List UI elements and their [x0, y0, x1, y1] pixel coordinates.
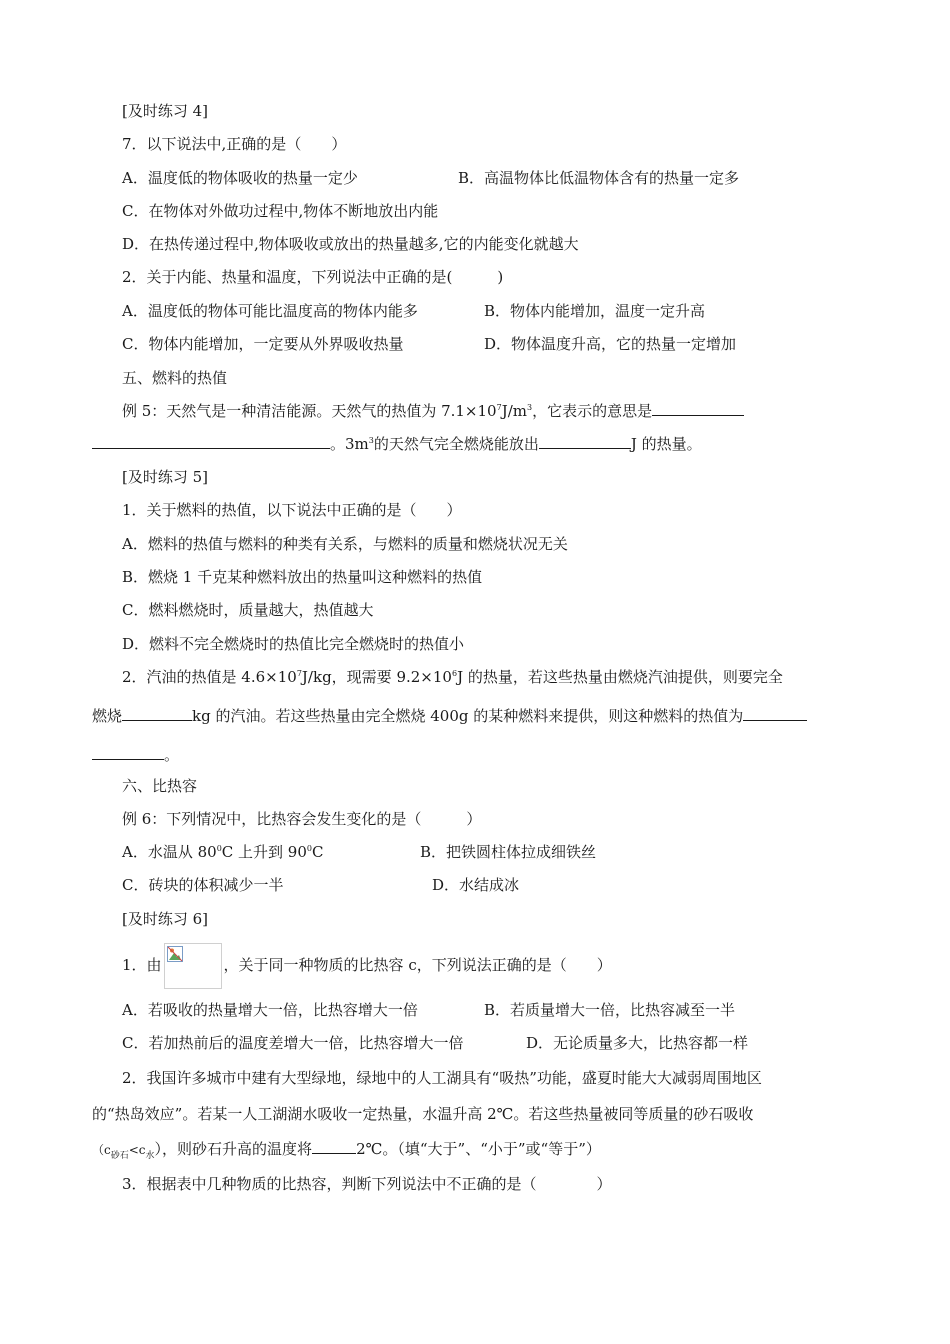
practice-5-question-1-option-d: D．燃料不完全燃烧时的热值比完全燃烧时的热值小: [122, 635, 465, 653]
p6-q1-text-1: 1．由: [122, 956, 162, 974]
example-5-line-1: [122, 401, 744, 421]
practice-6-question-2-line-3: [92, 1139, 601, 1160]
q2-exponent-1: 7: [296, 669, 302, 678]
example-5-text-5: 的天然气完全燃烧能放出: [373, 435, 539, 453]
practice-5-question-2-line-2: [92, 706, 807, 726]
example-6-option-a: [122, 842, 323, 862]
question-2-option-a: A．温度低的物体可能比温度高的物体内能多: [122, 302, 418, 320]
practice-6-question-1-option-d: D．无论质量多大，比热容都一样: [526, 1034, 749, 1052]
q2-text-2: J/kg，现需要 9.2×10: [301, 668, 452, 686]
example-5-exponent-2: 3: [526, 403, 533, 412]
question-2-stem: 2．关于内能、热量和温度，下列说法中正确的是( ): [122, 268, 504, 286]
p6-q2-text-4: 2℃。（填“大于”、“小于”或“等于”）: [356, 1140, 601, 1158]
example-5-text-2: J/m: [501, 402, 527, 420]
practice-5-question-1-option-b: B．燃烧 1 千克某种燃料放出的热量叫这种燃料的热值: [122, 568, 483, 586]
practice-5-header: [及时练习 5]: [122, 468, 209, 486]
p6-q2-blank[interactable]: [312, 1139, 356, 1154]
example-6-a-sup-2: 0: [306, 844, 312, 853]
practice-6-question-1-option-b: B．若质量增大一倍，比热容减至一半: [484, 1001, 736, 1019]
example-6-option-c: C．砖块的体积减少一半: [122, 876, 284, 894]
question-2-option-b: B．物体内能增加，温度一定升高: [484, 302, 706, 320]
example-5-exponent-1: 7: [496, 403, 502, 412]
example-5-text-6: J 的热量。: [630, 435, 702, 453]
example-6-a-text-3: C: [312, 843, 324, 861]
q2-blank-mass[interactable]: [122, 706, 192, 721]
q2-blank-heat-value-2[interactable]: [92, 745, 164, 760]
p6-q1-text-2: ，关于同一种物质的比热容 c，下列说法正确的是（ ）: [223, 956, 612, 974]
practice-6-question-3-stem: 3．根据表中几种物质的比热容，判断下列说法中不正确的是（ ）: [122, 1175, 612, 1193]
p6-q2-sub-1: 砂石: [110, 1151, 129, 1161]
question-7-option-a: A．温度低的物体吸收的热量一定少: [122, 169, 358, 187]
q2-text-5: kg 的汽油。若这些热量由完全燃烧 400g 的某种燃料来提供，则这种燃料的热值为: [192, 707, 744, 725]
practice-4-header: [及时练习 4]: [122, 102, 209, 120]
q2-exponent-2: 6: [451, 669, 458, 678]
question-7-option-d: D．在热传递过程中,物体吸收或放出的热量越多,它的内能变化就越大: [122, 235, 579, 253]
example-6-stem: 例 6：下列情况中，比热容会发生变化的是（ ）: [122, 810, 482, 828]
formula-image-placeholder: [164, 943, 222, 989]
practice-5-question-1-stem: 1．关于燃料的热值，以下说法中正确的是（ ）: [122, 501, 462, 519]
practice-6-header: [及时练习 6]: [122, 910, 209, 928]
practice-6-question-1-option-a: A．若吸收的热量增大一倍，比热容增大一倍: [122, 1001, 418, 1019]
q2-blank-heat-value-1[interactable]: [743, 706, 807, 721]
p6-q2-text-1: （c: [92, 1143, 111, 1157]
p6-q2-sub-2: 水: [145, 1151, 155, 1161]
example-6-option-b: B．把铁圆柱体拉成细铁丝: [420, 843, 597, 861]
q2-text-4: 燃烧: [92, 707, 123, 725]
example-5-text-3: ，它表示的意思是: [532, 402, 653, 420]
broken-image-icon: [167, 946, 183, 962]
q2-text-3: J 的热量，若这些热量由燃烧汽油提供，则要完全: [457, 668, 783, 686]
example-5-line-2: [92, 434, 702, 454]
example-5-blank-1[interactable]: [652, 401, 744, 416]
practice-5-question-1-option-c: C．燃料燃烧时，质量越大，热值越大: [122, 601, 374, 619]
example-5-text-1: 例 5：天然气是一种清洁能源。天然气的热值为 7.1×10: [122, 402, 497, 420]
p6-q2-text-2: <c: [128, 1143, 146, 1157]
practice-6-question-1-stem: [122, 942, 612, 988]
q2-text-1: 2．汽油的热值是 4.6×10: [122, 668, 297, 686]
section-5-title: 五、燃料的热值: [122, 369, 228, 387]
question-2-option-d: D．物体温度升高，它的热量一定增加: [484, 335, 737, 353]
question-2-option-c: C．物体内能增加，一定要从外界吸收热量: [122, 335, 404, 353]
example-6-a-sup-1: 0: [216, 844, 222, 853]
practice-5-question-1-option-a: A．燃料的热值与燃料的种类有关系，与燃料的质量和燃烧状况无关: [122, 535, 568, 553]
question-7-option-c: C．在物体对外做功过程中,物体不断地放出内能: [122, 202, 439, 220]
example-5-blank-3[interactable]: [539, 434, 631, 449]
example-5-text-4: 。3m: [330, 435, 369, 453]
practice-5-question-2-line-1: [122, 667, 783, 687]
example-5-blank-2[interactable]: [92, 434, 330, 449]
example-6-a-text-2: C 上升到 90: [221, 843, 307, 861]
practice-5-question-2-line-3: [92, 745, 179, 765]
practice-6-question-1-option-c: C．若加热前后的温度差增大一倍，比热容增大一倍: [122, 1034, 464, 1052]
example-6-option-d: D．水结成冰: [432, 876, 520, 894]
practice-6-question-2-line-2: 的“热岛效应”。若某一人工湖湖水吸收一定热量，水温升高 2℃。若这些热量被同等质量的砂石吸收: [92, 1105, 754, 1123]
practice-6-question-2-line-1: 2．我国许多城市中建有大型绿地，绿地中的人工湖具有“吸热”功能，盛夏时能大大减弱周围地区: [122, 1069, 762, 1087]
example-5-exponent-3: 3: [368, 436, 374, 445]
question-7-option-b: B．高温物体比低温物体含有的热量一定多: [458, 169, 740, 187]
section-6-title: 六、比热容: [122, 777, 198, 795]
question-7-stem: 7．以下说法中,正确的是（ ）: [122, 135, 347, 153]
q2-text-6: 。: [164, 746, 180, 764]
example-6-a-text-1: A．水温从 80: [122, 843, 217, 861]
p6-q2-text-3: ），则砂石升高的温度将: [154, 1140, 313, 1158]
